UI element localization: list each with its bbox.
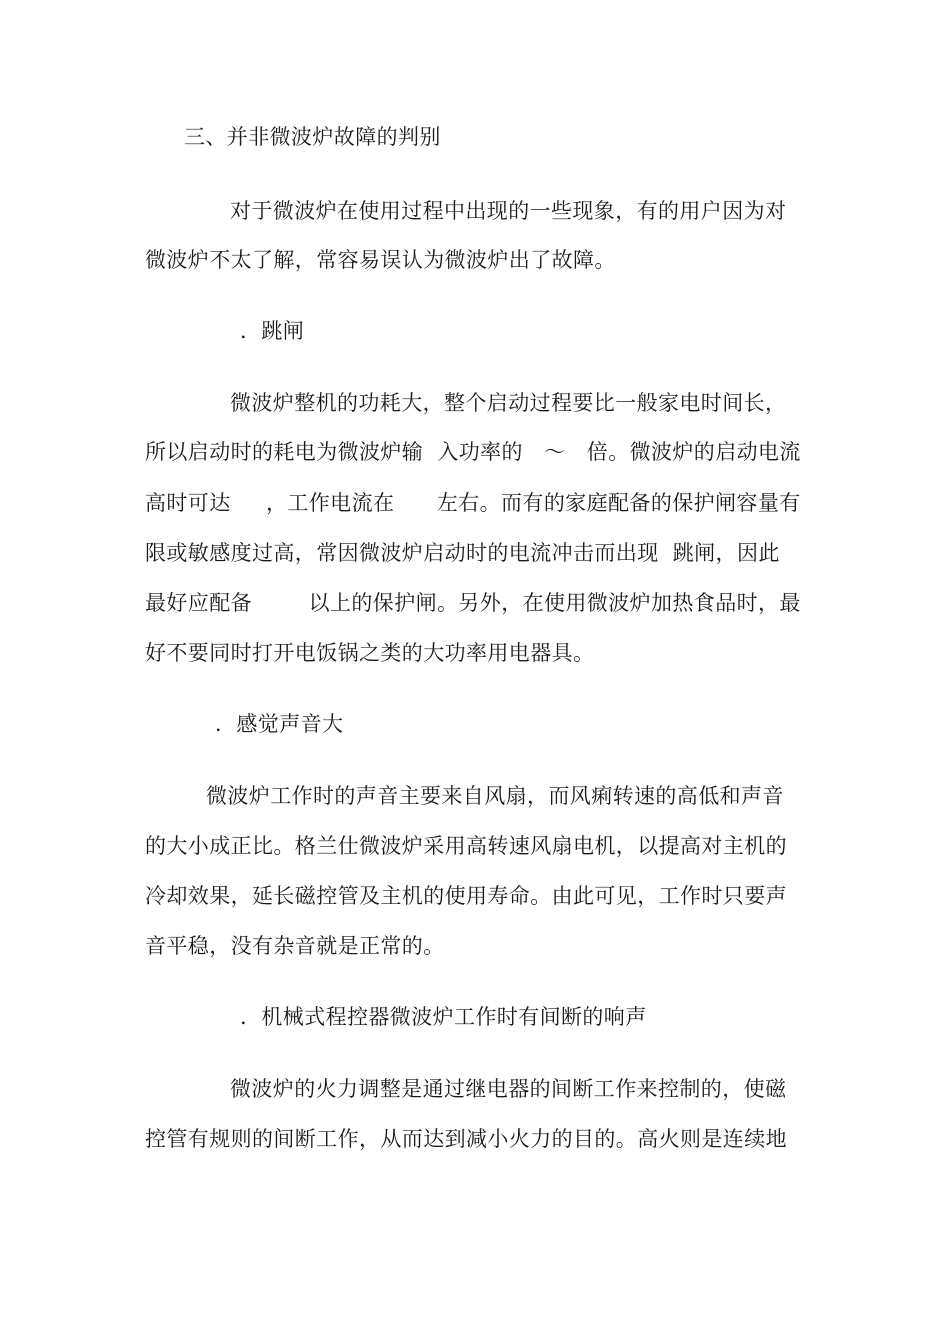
- intro-line-1: 对于微波炉在使用过程中出现的一些现象，有的用户因为对: [230, 199, 787, 223]
- item2-line-4: 音平稳，没有杂音就是正常的。: [145, 934, 445, 958]
- item1-line-6: 好不要同时打开电饭锅之类的大功率用电器具。: [145, 641, 595, 665]
- item1-line-1: 微波炉整机的功耗大，整个启动过程要比一般家电时间长，: [230, 391, 787, 415]
- item1-line-2: 所以启动时的耗电为微波炉输 入功率的 ～ 倍。微波炉的启动电流: [145, 440, 801, 464]
- intro-line-2: 微波炉不太了解，常容易误认为微波炉出了故障。: [145, 248, 616, 272]
- item2-line-2: 的大小成正比。格兰仕微波炉采用高转速风扇电机，以提高对主机的: [145, 834, 787, 858]
- section-heading: 三、并非微波炉故障的判别: [184, 125, 441, 149]
- item1-line-4: 限或敏感度过高，常因微波炉启动时的电流冲击而出现 跳闸，因此: [145, 541, 780, 565]
- item1-line-3: 高时可达 ，工作电流在 左右。而有的家庭配备的保护闸容量有: [145, 491, 801, 515]
- item3-line-2: 控管有规则的间断工作，从而达到减小火力的目的。高火则是连续地: [145, 1127, 787, 1151]
- item1-line-5: 最好应配备 以上的保护闸。另外，在使用微波炉加热食品时，最: [145, 591, 801, 615]
- item1-heading: ．跳闸: [240, 319, 305, 343]
- item2-line-1: 微波炉工作时的声音主要来自风扇，而风痢转速的高低和声音: [206, 784, 784, 808]
- item2-line-3: 冷却效果，延长磁控管及主机的使用寿命。由此可见，工作时只要声: [145, 884, 787, 908]
- item2-heading: ．感觉声音大: [215, 712, 344, 736]
- item3-line-1: 微波炉的火力调整是通过继电器的间断工作来控制的，使磁: [230, 1077, 787, 1101]
- item3-heading: ．机械式程控器微波炉工作时有间断的响声: [240, 1005, 647, 1029]
